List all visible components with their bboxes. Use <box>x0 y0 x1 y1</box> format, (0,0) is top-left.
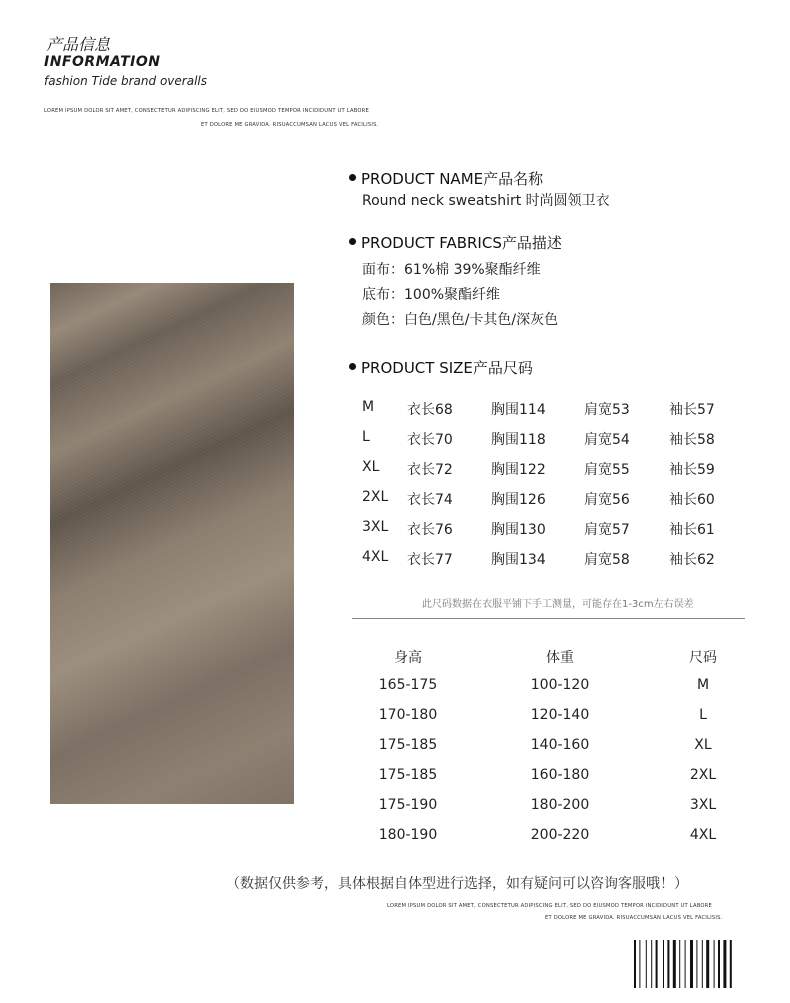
height-value: 170-180 <box>378 707 438 723</box>
height-value: 165-175 <box>378 677 438 693</box>
header-lorem-line1: LOREM IPSUM DOLOR SIT AMET, CONSECTETUR ADIPISCING ELIT, SED DO EIUSMOD TEMPOR INCIDIDUNT UT LABORE <box>44 108 369 114</box>
size-value: M <box>696 677 710 693</box>
length-value: 衣长72 <box>407 462 453 478</box>
weight-value: 160-180 <box>530 767 590 783</box>
size-table-row <box>0 489 790 509</box>
section-divider <box>352 618 745 619</box>
length-value: 衣长74 <box>407 492 453 508</box>
reference-table-row <box>0 707 790 727</box>
barcode-bar <box>646 940 647 988</box>
barcode-bar <box>696 940 697 988</box>
shoulder-value: 肩宽56 <box>584 492 630 508</box>
shoulder-value: 肩宽53 <box>584 402 630 418</box>
sleeve-value: 袖长57 <box>669 402 715 418</box>
header-subtitle: fashion Tide brand overalls <box>44 74 207 88</box>
footer-lorem-line2: ET DOLORE ME GRAVIDA. RISUACCUMSAN LACUS VEL FACILISIS. <box>545 915 723 921</box>
barcode-bar <box>690 940 693 988</box>
weight-value: 100-120 <box>530 677 590 693</box>
shoulder-value: 肩宽54 <box>584 432 630 448</box>
header-size: 尺码 <box>689 650 717 666</box>
size-table-row <box>0 429 790 449</box>
barcode-bar <box>673 940 676 988</box>
barcode-bar <box>651 940 652 988</box>
length-value: 衣长68 <box>407 402 453 418</box>
length-value: 衣长76 <box>407 522 453 538</box>
reference-table-row <box>0 737 790 757</box>
size-label: L <box>362 429 370 445</box>
barcode-bar <box>667 940 669 988</box>
reference-table-row <box>0 797 790 817</box>
chest-value: 胸围126 <box>491 492 546 508</box>
reference-table-row <box>0 677 790 697</box>
header-title-en: INFORMATION <box>44 54 161 70</box>
fabric-line: 面布：61%棉 39%聚酯纤维 <box>362 262 541 278</box>
measurement-note: 此尺码数据在衣服平铺下手工测量，可能存在1-3cm左右误差 <box>422 599 694 610</box>
sleeve-value: 袖长59 <box>669 462 715 478</box>
disclaimer-text: （数据仅供参考，具体根据自体型进行选择，如有疑问可以咨询客服哦！） <box>226 876 688 892</box>
header-lorem-line2: ET DOLORE ME GRAVIDA. RISUACCUMSAN LACUS VEL FACILISIS. <box>201 122 379 128</box>
fabric-line: 底布：100%聚酯纤维 <box>362 287 501 303</box>
barcode-bar <box>634 940 636 988</box>
product-name-value: Round neck sweatshirt 时尚圆领卫衣 <box>362 193 610 209</box>
barcode-bar <box>706 940 709 988</box>
header-title-cn: 产品信息 <box>46 35 111 54</box>
barcode-bar <box>730 940 732 988</box>
weight-value: 200-220 <box>530 827 590 843</box>
chest-value: 胸围130 <box>491 522 546 538</box>
weight-value: 120-140 <box>530 707 590 723</box>
reference-table-row <box>0 767 790 787</box>
sleeve-value: 袖长58 <box>669 432 715 448</box>
weight-value: 180-200 <box>530 797 590 813</box>
height-value: 175-185 <box>378 737 438 753</box>
bullet-dot-icon <box>349 174 356 181</box>
shoulder-value: 肩宽58 <box>584 552 630 568</box>
chest-value: 胸围122 <box>491 462 546 478</box>
size-table-row <box>0 549 790 569</box>
size-value: 3XL <box>689 797 717 813</box>
length-value: 衣长77 <box>407 552 453 568</box>
height-value: 180-190 <box>378 827 438 843</box>
product-fabrics-heading: PRODUCT FABRICS产品描述 <box>349 232 562 253</box>
barcode-bar <box>656 940 658 988</box>
size-value: 2XL <box>689 767 717 783</box>
shoulder-value: 肩宽57 <box>584 522 630 538</box>
sleeve-value: 袖长60 <box>669 492 715 508</box>
chest-value: 胸围114 <box>491 402 546 418</box>
size-table-row <box>0 459 790 479</box>
header-weight: 体重 <box>546 650 574 666</box>
barcode-bar <box>718 940 720 988</box>
height-value: 175-185 <box>378 767 438 783</box>
barcode-bar <box>685 940 686 988</box>
weight-value: 140-160 <box>530 737 590 753</box>
size-label: M <box>362 399 375 415</box>
size-label: 3XL <box>362 519 389 535</box>
sleeve-value: 袖长61 <box>669 522 715 538</box>
fabric-line: 颜色：白色/黑色/卡其色/深灰色 <box>362 312 559 328</box>
header-height: 身高 <box>394 650 422 666</box>
product-name-heading: PRODUCT NAME产品名称 <box>349 168 543 189</box>
sleeve-value: 袖长62 <box>669 552 715 568</box>
size-value: L <box>699 707 707 723</box>
bullet-dot-icon <box>349 238 356 245</box>
barcode-bar <box>663 940 664 988</box>
footer-lorem-line1: LOREM IPSUM DOLOR SIT AMET, CONSECTETUR ADIPISCING ELIT, SED DO EIUSMOD TEMPOR INCIDIDUNT UT LABORE <box>387 903 712 909</box>
bullet-dot-icon <box>349 363 356 370</box>
barcode-graphic <box>634 940 740 988</box>
shoulder-value: 肩宽55 <box>584 462 630 478</box>
length-value: 衣长70 <box>407 432 453 448</box>
size-label: XL <box>362 459 380 475</box>
barcode-bar <box>723 940 726 988</box>
size-table-row <box>0 399 790 419</box>
chest-value: 胸围118 <box>491 432 546 448</box>
size-value: XL <box>694 737 712 753</box>
barcode-bar <box>679 940 680 988</box>
size-label: 4XL <box>362 549 389 565</box>
height-value: 175-190 <box>378 797 438 813</box>
chest-value: 胸围134 <box>491 552 546 568</box>
size-table-row <box>0 519 790 539</box>
product-size-heading: PRODUCT SIZE产品尺码 <box>349 357 533 378</box>
barcode-bar <box>714 940 715 988</box>
barcode-bar <box>702 940 703 988</box>
reference-table-header <box>0 647 790 667</box>
size-label: 2XL <box>362 489 389 505</box>
barcode-bar <box>639 940 640 988</box>
size-value: 4XL <box>689 827 717 843</box>
reference-table-row <box>0 827 790 847</box>
